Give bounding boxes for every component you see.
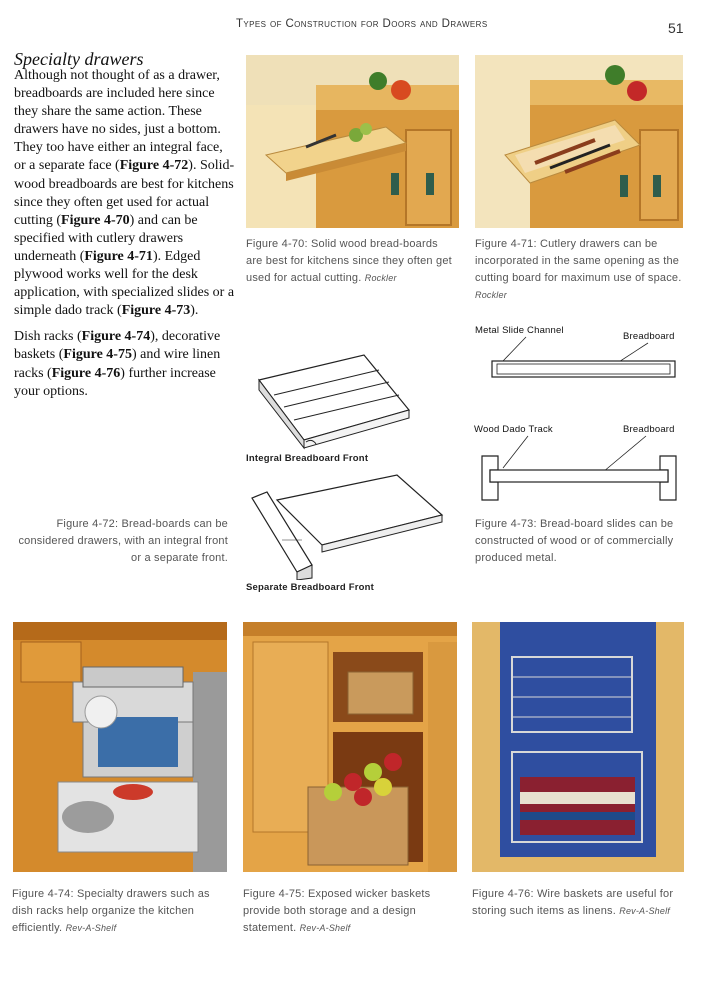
label-breadboard-bottom: Breadboard	[623, 424, 675, 435]
wood-dado-drawing	[478, 434, 683, 506]
section-heading: Specialty drawers	[14, 49, 144, 69]
caption-fig-4-73: Figure 4-73: Bread-board slides can be constructed of wood or of commercially produced metal.	[475, 518, 674, 564]
page-number: 51	[668, 20, 684, 36]
label-wood-dado-track: Wood Dado Track	[474, 424, 553, 435]
photo-fig-4-74	[13, 622, 227, 872]
photo-fig-4-75	[243, 622, 457, 872]
running-header: Types of Construction for Doors and Drawers	[236, 18, 488, 30]
caption-fig-4-74: Figure 4-74: Specialty drawers such as dish racks help organize the kitchen efficiently. Rev-A-Shelf	[12, 888, 210, 934]
caption-fig-4-71: Figure 4-71: Cutlery drawers can be incorporated in the same opening as the cutting board for maximum use of space. Rockler	[475, 238, 682, 300]
body-text	[14, 67, 236, 409]
caption-fig-4-76: Figure 4-76: Wire baskets are useful for storing such items as linens. Rev-A-Shelf	[472, 888, 674, 917]
label-separate-breadboard-front: Separate Breadboard Front	[246, 582, 374, 593]
caption-fig-4-70: Figure 4-70: Solid wood bread-boards are best for kitchens since they often get used for actual cutting. Rockler	[246, 238, 452, 284]
label-metal-slide-channel: Metal Slide Channel	[475, 325, 564, 336]
label-breadboard-top: Breadboard	[623, 331, 675, 342]
paragraph-1: Although not thought of as a drawer, breadboards are included here since they share the same action. These drawers have no sides, just a bottom. They too have either an integral face, or a separate face (Figure 4-72). Solid-wood breadboards are best for kitchens since they often get used for actual cutting (Figure 4-70) and can be specified with cutlery drawers underneath (Figure 4-71). Edged plywood works well for the desk application, with specialized slides or a simple dado track (Figure 4-73).	[14, 68, 235, 319]
paragraph-2: Dish racks (Figure 4-74), decorative baskets (Figure 4-75) and wire linen racks (Figure 4-76) further increase your options.	[14, 329, 221, 399]
photo-fig-4-70	[246, 55, 459, 228]
caption-fig-4-72: Figure 4-72: Bread-boards can be considered drawers, with an integral front or a separate front.	[18, 518, 228, 564]
separate-breadboard-drawing	[247, 470, 447, 580]
caption-fig-4-75: Figure 4-75: Exposed wicker baskets provide both storage and a design statement. Rev-A-Shelf	[243, 888, 431, 934]
integral-breadboard-drawing	[254, 350, 414, 450]
photo-fig-4-71	[475, 55, 683, 228]
metal-slide-drawing	[488, 335, 683, 385]
photo-fig-4-76	[472, 622, 684, 872]
label-integral-breadboard-front: Integral Breadboard Front	[246, 453, 369, 464]
